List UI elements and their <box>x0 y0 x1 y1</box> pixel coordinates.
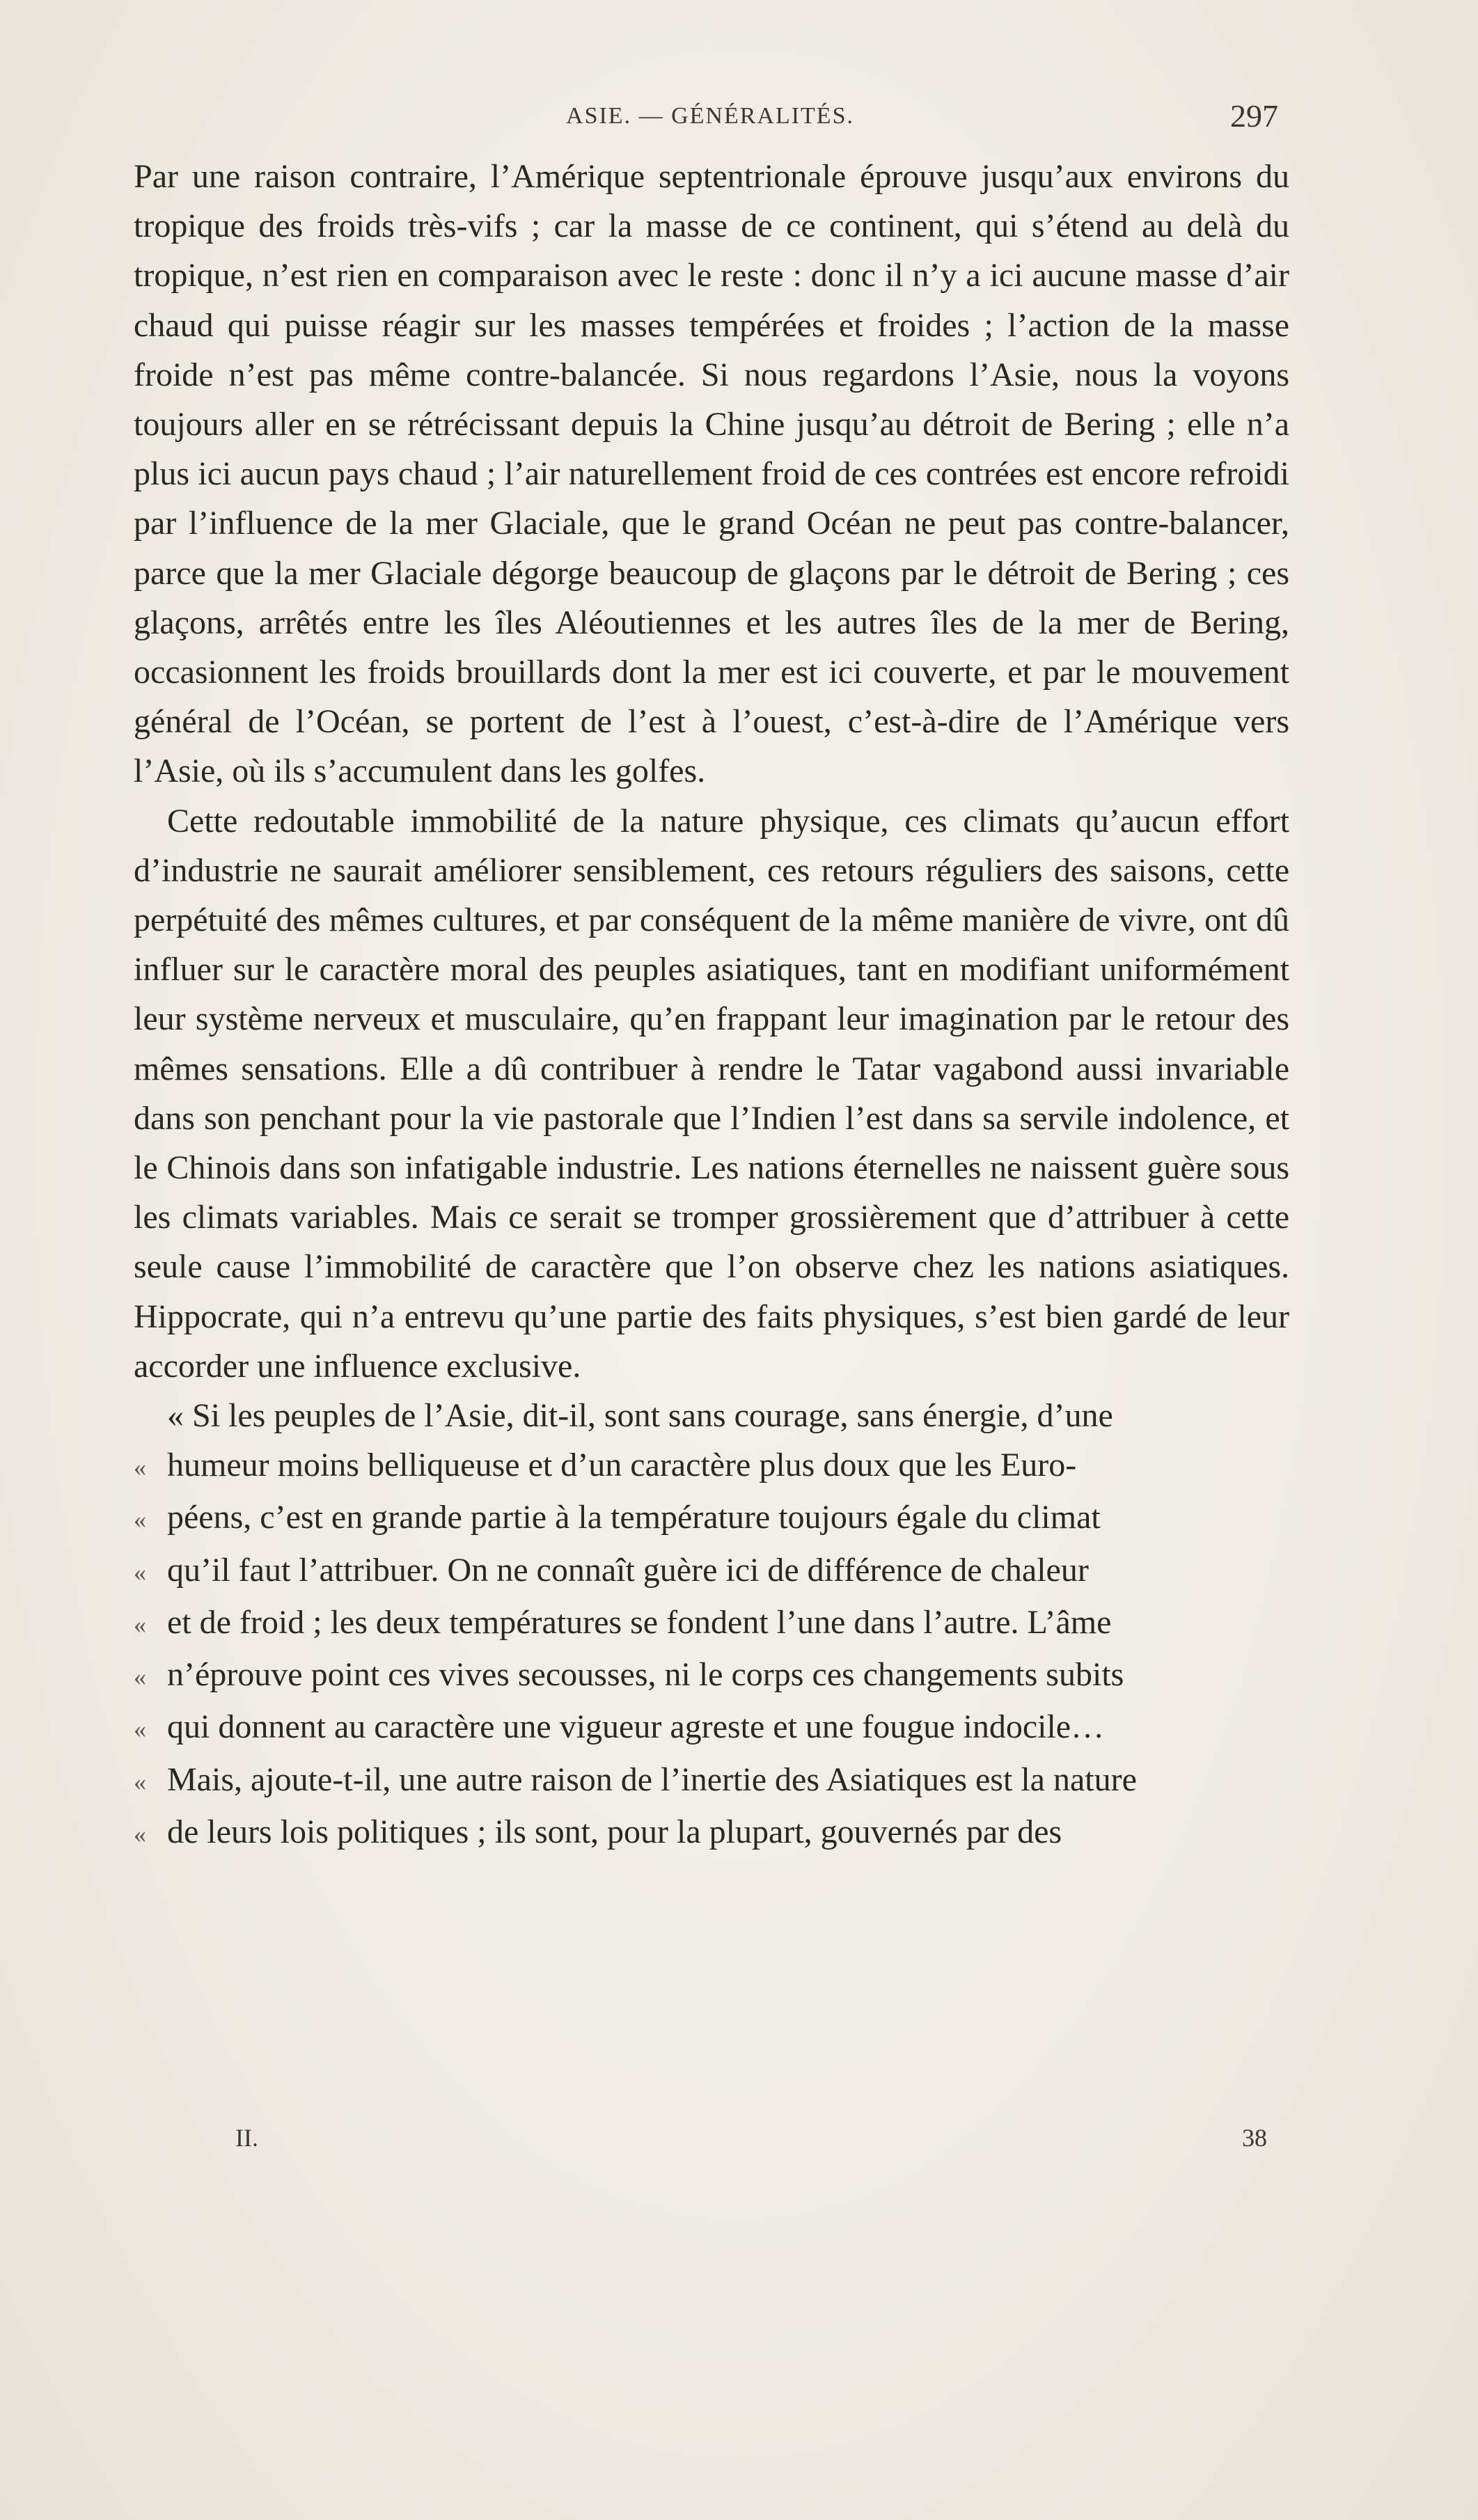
paragraph-1: Par une raison contraire, l’Amérique septentrionale éprouve jusqu’aux environs du tropique des froids très-vifs ; car la masse de ce continent, qui s’étend au delà du tropique, n’est rien en comparaison avec le reste : donc il n’y a ici aucune masse d’air chaud qui puisse réagir sur les masses tempérées et froides ; l’action de la masse froide n’est pas même contre-balancée. Si nous regardons l’Asie, nous la voyons toujours aller en se rétrécissant depuis la Chine jusqu’au détroit de Bering ; elle n’a plus ici aucun pays chaud ; l’air naturellement froid de ces contrées est encore refroidi par l’influence de la mer Glaciale, que le grand Océan ne peut pas contre-balancer, parce que la mer Glaciale dégorge beaucoup de glaçons par le détroit de Bering ; ces glaçons, arrêtés entre les îles Aléoutiennes et les autres îles de la mer de Bering, occasionnent les froids brouillards dont la mer est ici couverte, et par le mouvement général de l’Océan, se portent de l’est à l’ouest, c’est-à-dire de l’Amérique vers l’Asie, où ils s’accumulent dans les golfes. <box>134 158 1289 790</box>
quote-line-text: qu’il faut l’attribuer. On ne connaît guère ici de différence de chaleur <box>167 1551 1089 1589</box>
quote-line-8 <box>134 1755 1289 1807</box>
page-number: 297 <box>1230 98 1278 134</box>
quote-mark: « <box>134 1820 146 1848</box>
quote-line-2 <box>134 1440 1289 1493</box>
quote-line-4 <box>134 1545 1289 1598</box>
quote-line-7 <box>134 1702 1289 1754</box>
quote-line-5 <box>134 1598 1289 1650</box>
running-head: ASIE. — GÉNÉRALITÉS. <box>566 103 854 129</box>
quote-mark: « <box>134 1610 146 1639</box>
quote-line-text: humeur moins belliqueuse et d’un caractère plus doux que les Euro- <box>167 1447 1077 1484</box>
quote-line-9 <box>134 1807 1289 1859</box>
quote-mark: « <box>134 1663 146 1692</box>
quote-line-text: péens, c’est en grande partie à la température toujours égale du climat <box>167 1499 1101 1536</box>
signature-number: 38 <box>1242 2124 1267 2152</box>
quote-line-text: Mais, ajoute-t-il, une autre raison de l’inertie des Asiatiques est la nature <box>167 1761 1137 1798</box>
hippocrates-quote <box>134 1391 1289 1859</box>
quote-line-text: et de froid ; les deux températures se fondent l’une dans l’autre. L’âme <box>167 1603 1112 1641</box>
page-footer <box>132 2123 1288 2165</box>
paragraph-2: Cette redoutable immobilité de la nature physique, ces climats qu’aucun effort d’industrie ne saurait améliorer sensiblement, ces retours réguliers des saisons, cette perpétuité des mêmes cultures, et par conséquent de la même manière de vivre, ont dû influer sur le caractère moral des peuples asiatiques, tant en modifiant uniformément leur système nerveux et musculaire, qu’en frappant leur imagination par le retour des mêmes sensations. Elle a dû contribuer à rendre le Tatar vagabond aussi invariable dans son penchant pour la vie pastorale que l’Indien l’est dans sa servile indolence, et le Chinois dans son infatigable industrie. Les nations éternelles ne naissent guère sous les climats variables. Mais ce serait se tromper grossièrement que d’attribuer à cette seule cause l’immobilité de caractère que l’on observe chez les nations asiatiques. Hippocrate, qui n’a entrevu qu’une partie des faits physiques, s’est bien gardé de leur accorder une influence exclusive. <box>134 802 1289 1385</box>
page-header <box>132 97 1288 139</box>
quote-mark: « <box>134 1454 146 1482</box>
signature-volume: II. <box>235 2124 258 2152</box>
quote-line-6 <box>134 1650 1289 1702</box>
quote-line-3 <box>134 1493 1289 1545</box>
quote-mark: « <box>134 1506 146 1534</box>
quote-mark: « <box>134 1715 146 1744</box>
body-text <box>134 152 1289 1859</box>
quote-mark: « <box>134 1767 146 1796</box>
quote-line-text: qui donnent au caractère une vigueur agreste et une fougue indocile… <box>167 1708 1105 1746</box>
quote-line-text: n’éprouve point ces vives secousses, ni le corps ces changements subits <box>167 1656 1124 1694</box>
quote-mark: « <box>134 1558 146 1586</box>
quote-line-1: « Si les peuples de l’Asie, dit-il, sont sans courage, sans énergie, d’une <box>167 1397 1113 1435</box>
quote-line-text: de leurs lois politiques ; ils sont, pour la plupart, gouvernés par des <box>167 1813 1062 1850</box>
